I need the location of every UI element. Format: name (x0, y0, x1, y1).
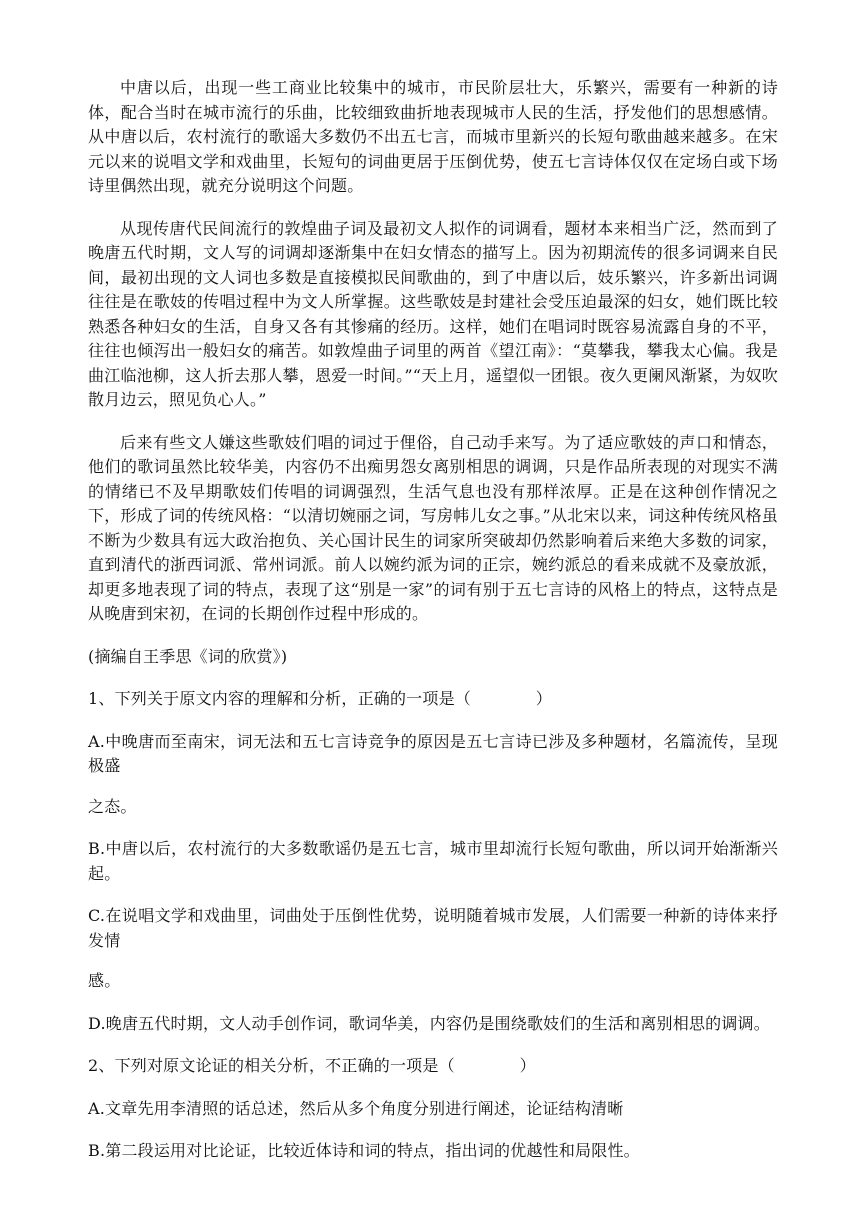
question-1-option-c: C.在说唱文学和戏曲里，词曲处于压倒性优势，说明随着城市发展，人们需要一种新的诗体来抒发情 (88, 906, 778, 950)
question-1-option-b: B.中唐以后，农村流行的大多数歌谣仍是五七言，城市里却流行长短句歌曲，所以词开始渐渐兴起。 (88, 839, 778, 883)
question-1-option-d: D.晚唐五代时期，文人动手创作词，歌词华美，内容仍是围绕歌妓们的生活和离别相思的调调。 (88, 1013, 770, 1033)
question-1-option-c-continued: 感。 (88, 971, 121, 990)
question-1-option-a: A.中晚唐而至南宋，词无法和五七言诗竞争的原因是五七言诗已涉及多种题材，名篇流传，呈现极盛 (88, 731, 778, 775)
passage-paragraph-2: 从现传唐代民间流行的敦煌曲子词及最初文人拟作的词调看，题材本来相当广泛，然而到了晚唐五代时期，文人写的词调却逐渐集中在妇女情态的描写上。因为初期流传的很多词调来自民间，最初出现的文人词也多数是直接模拟民间歌曲的，到了中唐以后，妓乐繁兴，许多新出词调往往是在歌妓的传唱过程中为文人所掌握。这些歌妓是封建社会受压迫最深的妇女，她们既比较熟悉各种妇女的生活，自身又各有其惨痛的经历。这样，她们在唱词时既容易流露自身的不平，往往也倾泻出一般妇女的痛苦。如敦煌曲子词里的两首《望江南》：“莫攀我，攀我太心偏。我是曲江临池柳，这人折去那人攀，恩爱一时间。”“天上月，遥望似一团银。夜久更阑风渐紧，为奴吹散月边云，照见负心人。” (88, 218, 778, 409)
question-2-stem: 2、下列对原文论证的相关分析，不正确的一项是（ ） (88, 1056, 536, 1075)
document-page (88, 76, 778, 1182)
question-1-option-a-continued: 之态。 (88, 796, 137, 816)
question-1-stem: 1、下列关于原文内容的理解和分析，正确的一项是（ ） (88, 689, 552, 708)
passage-paragraph-3: 后来有些文人嫌这些歌妓们唱的词过于俚俗，自己动手来写。为了适应歌妓的声口和情态，他们的歌词虽然比较华美，内容仍不出痴男怨女离别相思的调调，只是作品所表现的对现实不满的情绪已不及早期歌妓们传唱的词调强烈，生活气息也没有那样浓厚。正是在这种创作情况之下，形成了词的传统风格：“以清切婉丽之词，写房帏儿女之事。”从北宋以来，词这种传统风格虽不断为少数具有远大政治抱负、关心国计民生的词家所突破却仍然影响着后来绝大多数的词家，直到清代的浙西词派、常州词派。前人以婉约派为词的正宗，婉约派总的看来成就不及豪放派，却更多地表现了词的特点，表现了这“别是一家”的词有别于五七言诗的风格上的特点，这特点是从晚唐到宋初，在词的长期创作过程中形成的。 (88, 432, 778, 623)
passage-paragraph-1: 中唐以后，出现一些工商业比较集中的城市，市民阶层壮大，乐繁兴，需要有一种新的诗体，配合当时在城市流行的乐曲，比较细致曲折地表现城市人民的生活，抒发他们的思想感情。从中唐以后，农村流行的歌谣大多数仍不出五七言，而城市里新兴的长短句歌曲越来越多。在宋元以来的说唱文学和戏曲里，长短句的词曲更居于压倒优势，使五七言诗体仅仅在定场白或下场诗里偶然出现，就充分说明这个问题。 (88, 78, 778, 195)
question-2-option-b: B.第二段运用对比论证，比较近体诗和词的特点，指出词的优越性和局限性。 (88, 1141, 640, 1160)
question-2-option-a: A.文章先用李清照的话总述，然后从多个角度分别进行阐述，论证结构清晰 (88, 1098, 624, 1118)
passage-source: (摘编自王季思《词的欣赏》) (88, 646, 288, 666)
